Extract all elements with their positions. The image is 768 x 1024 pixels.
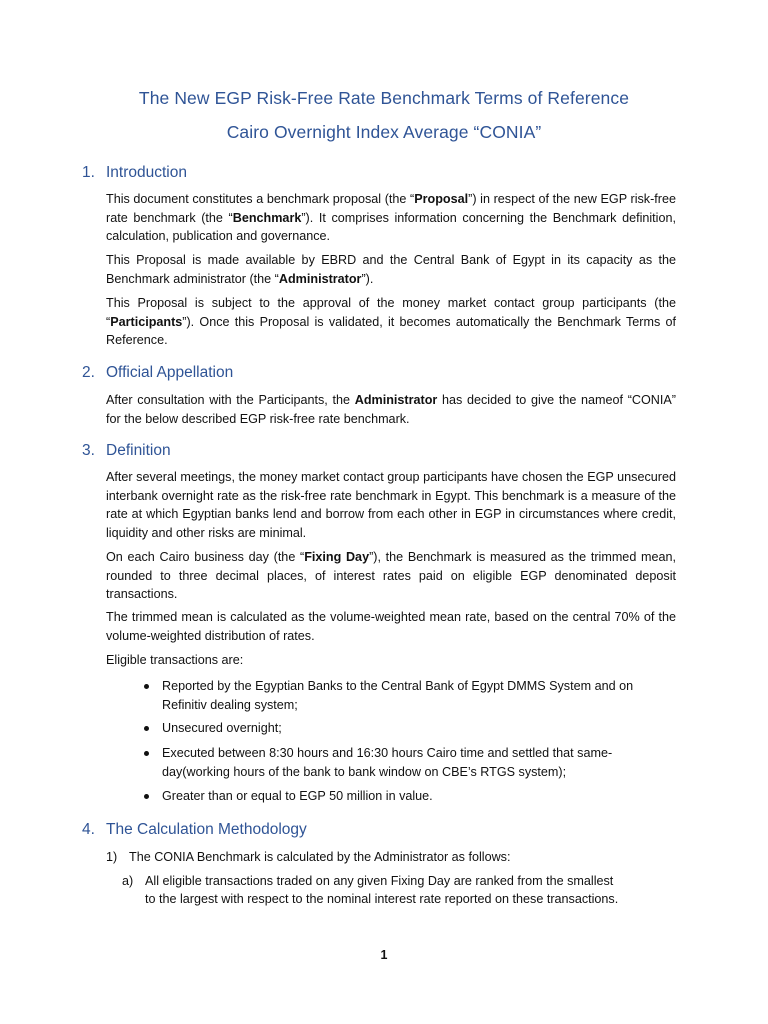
section-number: 4. [82, 821, 95, 838]
item-label: a) [122, 874, 134, 888]
section-heading-calculation-methodology [82, 821, 307, 839]
definition-paragraph-3: The trimmed mean is calculated as the volume-weighted mean rate, based on the central 70% of the volume-weighted distribution of rates. [106, 610, 676, 643]
definition-paragraph-2: On each Cairo business day (the “Fixing Day”), the Benchmark is measured as the trimmed mean, rounded to three decimal places, of interest rates paid on eligible EGP denominated deposit transactions. [106, 550, 677, 601]
list-item: Greater than or equal to EGP 50 million in value. [162, 787, 676, 806]
list-item: Unsecured overnight; [162, 719, 676, 738]
bullet-icon [144, 794, 149, 799]
section-title: Definition [106, 442, 171, 459]
item-text-line-1: All eligible transactions traded on any given Fixing Day are ranked from the smallest [145, 874, 614, 888]
section-heading-official-appellation [82, 364, 233, 382]
section-title: Official Appellation [106, 364, 234, 381]
bullet-icon [144, 684, 149, 689]
section-heading-introduction [82, 164, 187, 182]
appellation-paragraph: After consultation with the Participants, the Administrator has decided to give the nameof “CONIA” for the below described EGP risk-free rate benchmark. [106, 393, 676, 426]
list-item: Executed between 8:30 hours and 16:30 hours Cairo time and settled that same-day(working hours of the bank to bank window on CBE’s RTGS system); [162, 744, 676, 781]
item-text: The CONIA Benchmark is calculated by the Administrator as follows: [129, 850, 511, 864]
section-title: Introduction [106, 164, 187, 181]
bullet-icon [144, 751, 149, 756]
section-title: The Calculation Methodology [106, 821, 307, 838]
document-title: The New EGP Risk-Free Rate Benchmark Terms of Reference [138, 88, 630, 108]
section-number: 1. [82, 164, 95, 181]
section-number: 3. [82, 442, 95, 459]
section-number: 2. [82, 364, 95, 381]
definition-paragraph-1: After several meetings, the money market contact group participants have chosen the EGP unsecured interbank overnight rate as the risk-free rate benchmark in Egypt. This benchmark is a measure of the rate at which Egyptian banks lend and borrow from each other in EGP in circumstances where credit, liquidity and other risks are minimal. [106, 470, 676, 540]
page-number: 1 [380, 948, 388, 962]
section-heading-definition [82, 442, 171, 460]
bullet-icon [144, 726, 149, 731]
document-subtitle: Cairo Overnight Index Average “CONIA” [226, 122, 542, 142]
item-text-line-2: to the largest with respect to the nominal interest rate reported on these transactions. [145, 892, 619, 906]
intro-paragraph-2: This Proposal is made available by EBRD and the Central Bank of Egypt in its capacity as the Benchmark administrator (the “Administrator”). [106, 253, 676, 286]
definition-paragraph-4: Eligible transactions are: [106, 653, 244, 667]
intro-paragraph-1: This document constitutes a benchmark proposal (the “Proposal”) in respect of the new EGP risk-free rate benchmark (the “Benchmark”). It comprises information concerning the Benchmark definition, calculation, publication and governance. [106, 192, 676, 243]
list-item: Reported by the Egyptian Banks to the Central Bank of Egypt DMMS System and on Refinitiv dealing system; [162, 677, 676, 714]
item-label: 1) [106, 850, 118, 864]
intro-paragraph-3: This Proposal is subject to the approval of the money market contact group participants (the “Participants”). Once this Proposal is validated, it becomes automatically the Benchmark Terms of Reference. [106, 296, 676, 347]
